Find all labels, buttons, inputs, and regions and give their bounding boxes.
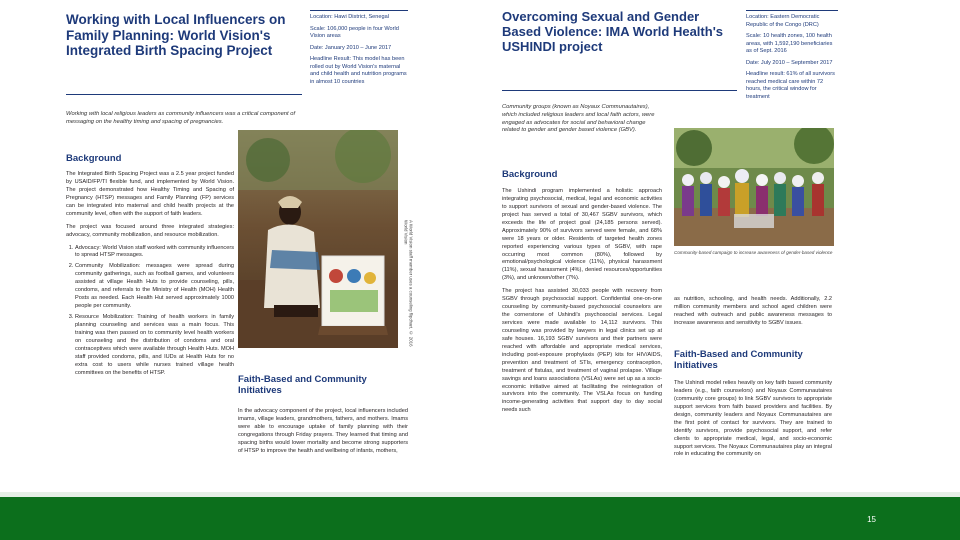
title-divider (502, 90, 737, 91)
campaign-photo (674, 128, 834, 246)
left-meta-result: Headline Result: This model has been rolled out by World Vision's maternal and child health and nutrition programs in almost 10 countries (310, 56, 407, 85)
right-meta-box (746, 10, 838, 105)
left-background-heading: Background (66, 153, 122, 164)
title-divider (66, 94, 302, 95)
page-number: 15 (867, 515, 876, 524)
right-background-p2: The project has assisted 30,033 people with recovery from SGBV through psychosocial support. Confidential one-on-one counseling by community-based psychosocial counselors are the cornerstone of Ushindi's psychosocial services. Legal services were made available to 14,112 survivors. This counseling was provided by lawyers in legal clinics set up at safe houses. 16,193 SGBV survivors and their partners were reached with affordable and appropriate medical services, including post-exposure prophylaxis (PEP) kits for HIV/AIDS, prevention and treatment of STIs, emergency contraception, treatment of fistulas, and treatment of vaginal prolapse. Village savings and loans associations (VSLAs) were set up as a socio-economic initiative aimed at facilitating the reintegration of survivors into the community. The VSLAs focus on funding income-generating activities that support day to day social needs such (502, 288, 662, 414)
meta-divider (746, 10, 838, 11)
right-lead-text: Community groups (known as Noyaux Communautaires), which included religious leaders and local faith actors, were engaged as advocates for social and behavioral change related to gender and gender based violence (GBV). (502, 104, 655, 134)
left-meta-scale: Scale: 106,000 people in four World Vision areas (310, 25, 399, 40)
left-meta-date: Date: January 2010 – June 2017 (310, 44, 392, 51)
photo-caption: A World Vision staff member uses a counseling flipchart. © 2016 World Vision (403, 220, 414, 347)
left-meta-box (310, 10, 408, 90)
left-background-p2: The project was focused around three integrated strategies: advocacy, community mobilization, and resource mobilization. (66, 223, 234, 238)
right-col2-body: as nutrition, schooling, and health needs. Additionally, 2.2 million community members and school aged children were reached with outreach and public awareness messages to increase awareness and sensitivity to SGBV issues. (674, 296, 832, 326)
right-document-page (492, 0, 842, 492)
right-faith-body: The Ushindi model relies heavily on key faith based community leaders (e.g., faith counselors) and Noyaux Communautaires (community core groups) to link SGBV survivors to appropriate support services from faith based providers and facilities. By design, community leaders and Noyaux Communautaires are the first point of contact for survivors. They are trained to identify survivors, provide psychosocial support, and refer clients to appropriate medical, legal, and socio-economic support services. The Noyaux Communautaires play an integral role in educating the community on (674, 380, 832, 458)
right-background-p1: The Ushindi program implemented a holistic approach integrating psychosocial, medical, legal and economic activities to support survivors of sexual and gender-based violence. The project has served a total of 30,467 SGBV survivors, which exceeds the life of project goal (24,185 persons served). Approximately 90% of survivors served were female, and 68% were 18 years or older. Residents of targeted health zones reported experiencing various types of SGBV, with rape occurring most common (80%), followed by emotional/psychological violence (11%), physical harassment (11%), sexual harassment (4%), denied resources/opportunities (3%), and unknown/other (7%). (502, 188, 662, 282)
right-meta-result: Headline result: 61% of all survivors reached medical care within 72 hours, the critical window for treatment (746, 71, 835, 100)
left-background-p1: The Integrated Birth Spacing Project was a 2.5 year project funded by USAID/FP/TI flexible fund, and implemented by World Vision. The project demonstrated how Healthy Timing and Spacing of Pregnancy (HTSP) messages and Family Planning (FP) services can be integrated into maternal and child health projects at the community level, often with the support of faith leaders. (66, 171, 234, 217)
strategy-list (66, 245, 234, 378)
right-background-body (502, 188, 662, 420)
left-faith-body: In the advocacy component of the project, local influencers included imams, village leaders, grandmothers, fathers, and mothers. Imams were able to encourage uptake of family planning with their congregations through Friday prayers. They learned that timing and spacing births would lower mortality and become strong supporters of HTSP to improve the health and wellbeing of infants, mothers, (238, 408, 408, 454)
right-faith-heading: Faith-Based and Community Initiatives (674, 349, 803, 371)
left-page-title: Working with Local Influencers on Family Planning: World Vision's Integrated Birth Spacing Project (66, 12, 286, 59)
right-meta-scale: Scale: 10 health zones, 100 health areas, with 1,592,190 beneficiaries as of Sept. 2016 (746, 33, 833, 55)
list-item: 1. Advocacy: World Vision staff worked with community influencers to spread HTSP messages. (75, 245, 234, 261)
list-item: 2. Community Mobilization: messages were spread during community gatherings, such as football games, and volunteers assisted at village Health Huts to provide counseling, pills, condoms, and referrals to the Ministry of Health (MOH) Health Posts as needed. Each Health Hut served approximately 1000 people per community. (75, 263, 234, 311)
right-meta-date: Date: July 2010 – September 2017 (746, 59, 833, 66)
right-meta-location: Location: Eastern Democratic Republic of the Congo (DRC) (746, 14, 820, 28)
left-document-page (58, 0, 478, 492)
list-item: 3. Resource Mobilization: Training of health workers in family planning counseling and services was a main focus. This training was then passed on to community level health workers on counseling and the distribution of condoms and oral contraceptives which were available through Health Huts. MOH staff provided condoms, pills, and IUDs at Health Huts for no extra cost to users while nurses trained village health committees on the benefits of HTSP. (75, 314, 234, 378)
slide-footer-bar (0, 497, 960, 540)
left-meta-location: Location: Hawi District, Senegal (310, 14, 389, 20)
meta-divider (310, 10, 408, 11)
right-page-title: Overcoming Sexual and Gender Based Violence: IMA World Health's USHINDI project (502, 9, 724, 54)
counseling-photo (238, 130, 398, 348)
left-lead-text: Working with local religious leaders as community influencers was a critical component of messaging on the healthy timing and spacing of pregnancies. (66, 111, 296, 125)
photo-caption: Community-based campaign to increase awareness of gender-based violence (674, 250, 833, 255)
right-background-heading: Background (502, 169, 558, 180)
left-background-body (66, 171, 234, 381)
left-faith-heading: Faith-Based and Community Initiatives (238, 374, 367, 396)
